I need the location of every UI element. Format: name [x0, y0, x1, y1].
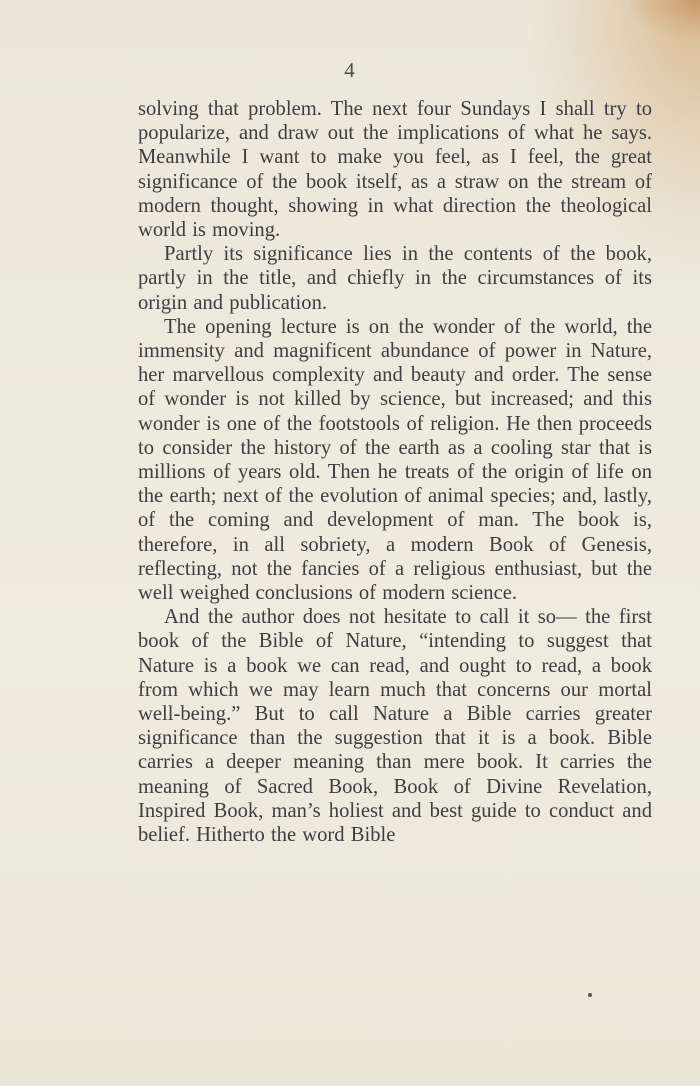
paragraph-bible-of-nature: And the author does not hesitate to call it so— the first book of the Bible of Nature, “intending to suggest that Nature is a book we can read, and ought to read, a book from which we may learn much that concerns our mortal well-being.” But to call Nature a Bible carries greater significance than the suggestion that it is a book. Bible carries a deeper meaning than mere book. It carries the meaning of Sacred Book, Book of Divine Revelation, Inspired Book, man’s holiest and best guide to conduct and belief. Hitherto the word Bible: [138, 606, 652, 847]
body-text: [138, 97, 652, 847]
corner-stain: [630, 0, 700, 40]
paragraph-significance: Partly its significance lies in the contents of the book, partly in the title, and chiefly in the circumstances of its origin and publication.: [138, 243, 652, 314]
page-number: 4: [344, 58, 356, 82]
paragraph-continued: solving that problem. The next four Sundays I shall try to popularize, and draw out the implications of what he says. Meanwhile I want to make you feel, as I feel, the great significance of the book itself, as a straw on the stream of modern thought, showing in what direction the theological world is moving.: [138, 98, 652, 242]
paragraph-opening-lecture: The opening lecture is on the wonder of the world, the immensity and magnificent abundance of power in Nature, her marvellous complexity and beauty and order. The sense of wonder is not killed by science, but increased; and this wonder is one of the footstools of religion. He then proceeds to consider the history of the earth as a cooling star that is millions of years old. Then he treats of the origin of life on the earth; next of the evolution of animal species; and, lastly, of the coming and development of man. The book is, therefore, in all sobriety, a modern Book of Genesis, reflecting, not the fancies of a religious enthusiast, but the well weighed conclusions of modern science.: [138, 315, 652, 605]
ink-speck: [588, 993, 592, 997]
